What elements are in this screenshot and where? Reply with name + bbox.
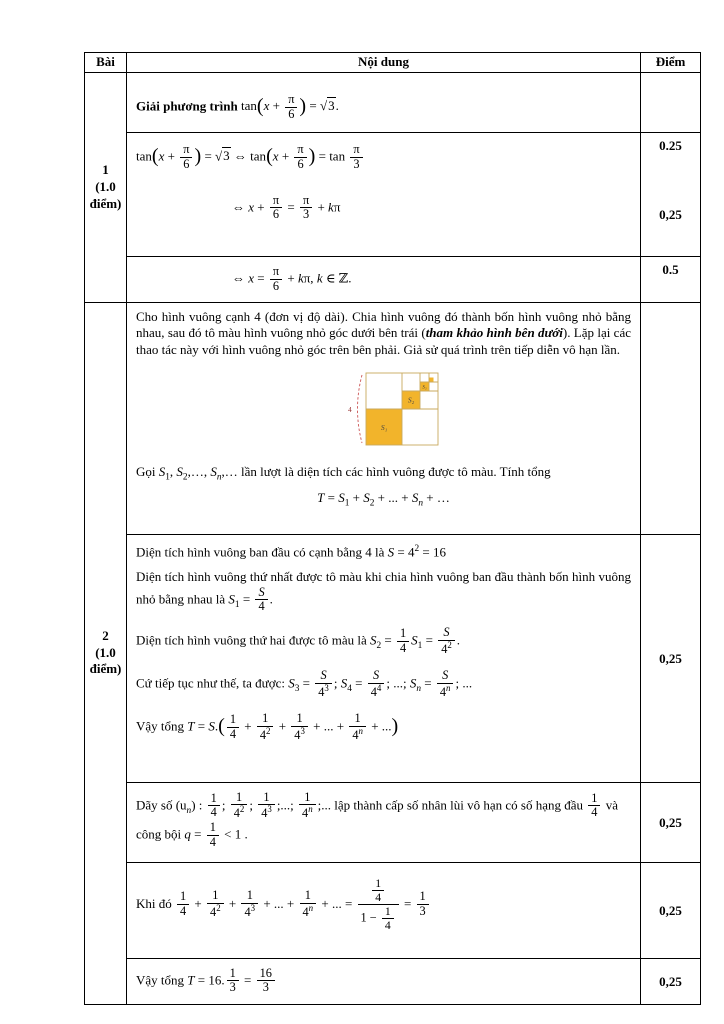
p2-sol-line5: Vậy tổng T = S.( $\frac{1}{4}$ + $\frac{1}{4^2}$ + $\frac{1}{4^3}$ + ... + $\frac{1}{4^n}$ + ...) [136, 710, 399, 742]
table-header-row [85, 53, 701, 73]
p2-score-2: 0,25 [659, 815, 682, 831]
p1-statement-cell [127, 72, 641, 132]
p2-statement: Cho hình vuông cạnh 4 (đơn vị độ dài). Chia hình vuông đó thành bốn hình vuông nhỏ bằng nhau, sau đó tô màu hình vuông nhỏ góc dưới bên trái (tham khảo hình bên dưới). Lặp lại các thao tác này với hình vuông nhỏ góc trên bên phải. Giả sử quá trình trên tiếp diễn vô hạn lần. [136, 308, 631, 358]
p2-score-1: 0,25 [659, 651, 682, 667]
p2-vaytong-score-cell [641, 958, 701, 1004]
squares-figure [344, 367, 448, 453]
p2-sol-line2: Diện tích hình vuông thứ nhất được tô màu khi chia hình vuông ban đầu thành bốn hình vuông nhỏ bằng nhau là $S_1$ = $\frac{S}{4}$ . [136, 568, 631, 614]
p2-khido-row [85, 862, 701, 958]
answer-table [84, 52, 701, 1005]
p1-score-2: 0,25 [659, 206, 682, 222]
p1-work-row [85, 132, 701, 256]
p2-dayso-row [85, 782, 701, 862]
p2-dayso-cell [127, 782, 641, 862]
p2-khido-score-cell [641, 862, 701, 958]
p1-statement-row [85, 72, 701, 132]
p2-statement-score-cell [641, 302, 701, 534]
p2-solution-row [85, 534, 701, 782]
p2-sol-line3: Diện tích hình vuông thứ hai được tô màu là $S_2$ = $\frac{1}{4}$ $S_1$ = $\frac{S}{4^2}$ . [136, 625, 461, 657]
p2-vaytong-row [85, 958, 701, 1004]
p2-number: 2 [102, 627, 109, 643]
side-brace-dashed [357, 375, 362, 443]
p1-answer-row [85, 256, 701, 302]
label-s3: S₃ [421, 385, 427, 391]
p2-statement-cell [127, 302, 641, 534]
p1-equation-step2: ⇔ x + $\frac{\pi}{6}$ = $\frac{\pi}{3}$ + kπ [232, 192, 341, 222]
p1-statement-prefix: Giải phương trình [136, 98, 238, 114]
p2-dayso-score-cell [641, 782, 701, 862]
p1-number-cell [85, 72, 127, 302]
p1-score-3: 0.5 [662, 261, 679, 277]
p2-score-3: 0,25 [659, 903, 682, 919]
p1-statement-score-cell [641, 72, 701, 132]
p2-number-cell [85, 302, 127, 1004]
p1-statement [136, 81, 631, 122]
label-s1: S₁ [380, 423, 387, 433]
p2-points-label: (1.0 điểm) [89, 644, 122, 677]
label-s2: S₂ [407, 395, 414, 405]
p2-statement-row [85, 302, 701, 534]
p1-equation-step3: ⇔ x = $\frac{\pi}{6}$ + kπ, k ∈ ℤ. [232, 263, 352, 293]
p2-khido-text: Khi đó $\frac{1}{4}$ + $\frac{1}{4^2}$ + $\frac{1}{4^3}$ + ... + $\frac{1}{4^n}$ + ... = $\frac{1}{4}$ 1 − $\frac{1}{4}$ = $\frac{1}{3}$ [136, 877, 631, 933]
p1-number: 1 [102, 161, 109, 177]
p2-vaytong-cell [127, 958, 641, 1004]
header-noidung: Nội dung [127, 53, 641, 73]
p1-equation-step1: tan(x + $\frac{\pi}{6}$ ) = √3 ⇔ tan(x + $\frac{\pi}{6}$ ) = tan $\frac{\pi}{3}$ [136, 143, 631, 172]
p1-score-1: 0.25 [659, 137, 682, 153]
p1-statement-math: tan(x + $\frac{\pi}{6}$ ) = √3. [240, 91, 339, 121]
p2-sol-line1: Diện tích hình vuông ban đầu có cạnh bằng 4 là $S = 4^2 = 16$ [136, 543, 446, 559]
p2-vaytong-text: Vậy tổng T = 16. $\frac{1}{3}$ = $\frac{16}{3}$ [136, 967, 631, 996]
side-length-label: 4 [347, 405, 352, 415]
p2-solution-cell [127, 534, 641, 782]
header-diem: Điểm [641, 53, 701, 73]
header-bai: Bài [85, 53, 127, 73]
p2-sol-line4: Cứ tiếp tục như thế, ta được: $S_3$ = $\frac{S}{4^3}$ ; $S_4$ = $\frac{S}{4^4}$ ; ...; $S_n$ = $\frac{S}{4^n}$ ; ... [136, 667, 473, 699]
p2-khido-cell [127, 862, 641, 958]
p2-score-4: 0,25 [659, 974, 682, 990]
p2-dayso-text: Dãy số $(u_n)$ : $\frac{1}{4}$ ; $\frac{1}{4^2}$ ; $\frac{1}{4^3}$ ;...; $\frac{1}{4^n}$ ;... lập thành cấp số nhân lùi vô hạn có số hạng đầu $\frac{1}{4}$ và công bội q = $\frac{1}{4}$ < 1 . [136, 789, 618, 850]
p2-t-formula: $T = S_1 + S_2$ + ... + $S_n$ + … [317, 489, 450, 509]
p1-work-score-cell [641, 132, 701, 256]
square-s4 [429, 378, 434, 383]
p1-points-label: (1.0 điểm) [89, 178, 122, 211]
p1-answer-score-cell [641, 256, 701, 302]
figure-wrap [160, 367, 631, 458]
p2-goi-line: Gọi $S_1$, $S_2,\dots$, $S_n,\dots$ lần lượt là diện tích các hình vuông được tô màu. Tính tổng [136, 464, 551, 483]
p2-solution-score-cell [641, 534, 701, 782]
p1-work-cell [127, 132, 641, 256]
p1-answer-cell [127, 256, 641, 302]
